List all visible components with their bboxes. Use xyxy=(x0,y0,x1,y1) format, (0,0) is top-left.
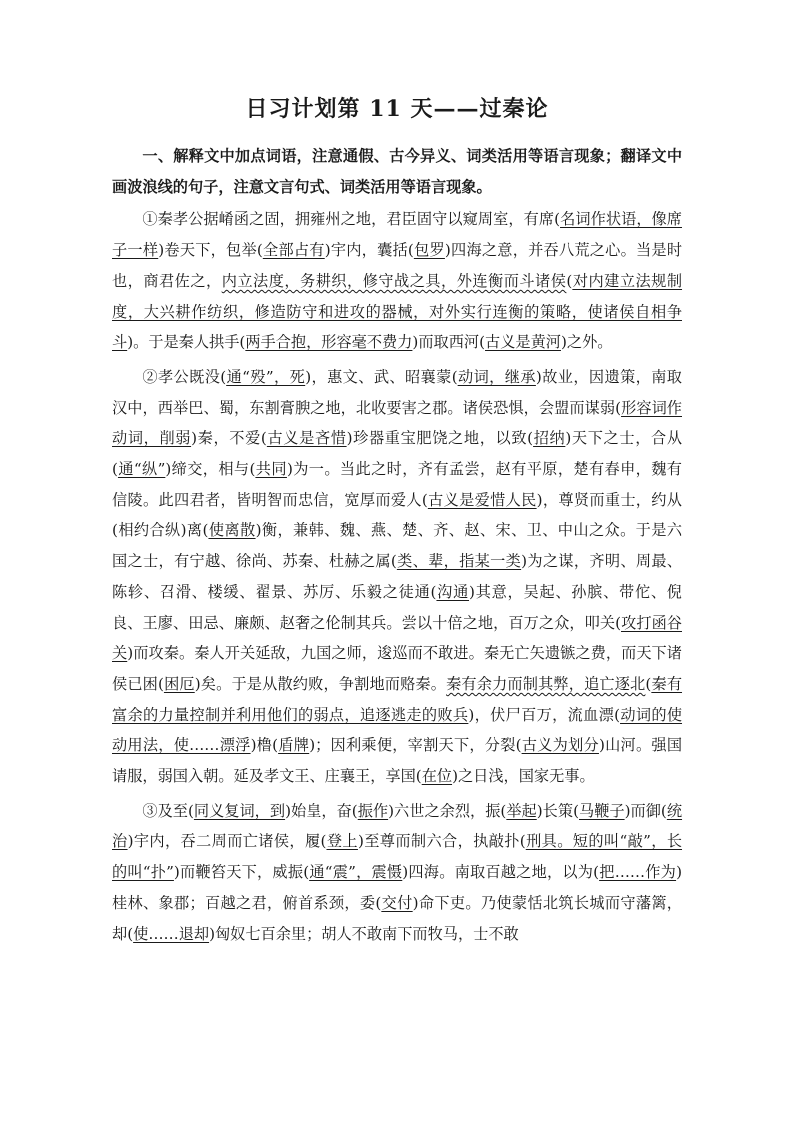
passage-text: )，惠文、武、昭襄蒙( xyxy=(305,367,458,386)
passage-text: )卷天下，包举( xyxy=(158,241,263,260)
passage-text: )六世之余烈，振( xyxy=(388,801,507,820)
annotation-note: 攻打函谷关 xyxy=(112,613,682,663)
annotation-note: 全部占有 xyxy=(262,241,325,260)
passage-text: )桂林、象郡；百越之君，俯首系颈，委( xyxy=(112,863,683,912)
wavy-underlined-sentence: 内立法度，务耕织，修守战之具，外连衡而斗诸侯 xyxy=(221,271,567,290)
annotation-note: 使离散 xyxy=(208,521,256,540)
annotation-note: 举起 xyxy=(506,801,537,820)
passage-text: )而御( xyxy=(624,801,667,820)
annotation-note: 形容词作动词，削弱 xyxy=(112,398,682,448)
passage-text: ②孝公既没( xyxy=(142,367,227,386)
passage-text: )天下之士，合从( xyxy=(112,429,683,479)
annotation-note: 古义是黄河 xyxy=(485,333,561,352)
passage-text: )匈奴七百余里；胡人不敢南下而牧马，士不敢 xyxy=(209,924,519,943)
instruction-paragraph: 一、解释文中加点词语，注意通假、古今异义、词类活用等语言现象；翻译文中画波浪线的句子，注意文言句式、词类活用等语言现象。 xyxy=(112,147,682,196)
passage-text: )为之谋，齐明、周最、陈轸、召滑、楼缓、翟景、苏厉、乐毅之徒通( xyxy=(112,552,682,601)
annotation-note: 交付 xyxy=(381,893,413,912)
annotation-note: 两手合抱，形容毫不费力 xyxy=(245,333,413,352)
passage-paragraph xyxy=(112,796,682,950)
passage-text: )而鞭笞天下，威振( xyxy=(173,863,310,882)
passage-text: )故业，因遗策，南取汉中，西举巴、蜀，东割膏腴之地，北收要害之郡。诸侯恐惧，会盟而谋弱( xyxy=(112,367,682,417)
passage-text: )，尊贤而重士，约从(相约合纵)离( xyxy=(112,490,682,540)
document-page xyxy=(112,92,682,949)
annotation-note: 在位 xyxy=(421,767,453,786)
annotation-note: 马鞭子 xyxy=(579,801,625,820)
passage-text: )而攻秦。秦人开关延敌，九国之师，逡巡而不敢进。秦无亡矢遗镞之费，而天下诸侯已困( xyxy=(112,644,682,693)
passage-text: )始皇，奋( xyxy=(285,801,358,820)
passage-text: )之外。 xyxy=(560,333,613,352)
passage-text: )之日浅，国家无事。 xyxy=(452,767,595,786)
annotation-note: 招纳 xyxy=(533,429,566,448)
annotation-note: 使……退却 xyxy=(133,924,210,943)
annotation-note: 对内建立法规制度，大兴耕作纺织，修造防守和进攻的器械，对外实行连衡的策略，使诸侯自相争斗 xyxy=(112,271,683,352)
passage-body xyxy=(112,204,682,949)
annotation-note: 通“震”，震慑 xyxy=(309,863,403,882)
annotation-note: 统治 xyxy=(112,801,683,851)
annotation-note: 包罗 xyxy=(413,241,445,260)
passage-text: )秦，不爱( xyxy=(191,429,267,448)
annotation-note: 同义复词，到 xyxy=(193,801,286,820)
passage-paragraph xyxy=(112,362,682,792)
passage-text: )山河。强国请服，弱国入朝。延及孝文王、庄襄王，享国( xyxy=(112,736,683,786)
annotation-note: 名词作状语，像席子一样 xyxy=(112,210,682,260)
annotation-note: 类、辈，指某一类 xyxy=(396,552,522,571)
annotation-note: 通“纵” xyxy=(117,460,166,479)
passage-text: ③及至( xyxy=(142,801,194,820)
passage-text: )橹( xyxy=(250,736,279,755)
passage-text: )而取西河( xyxy=(412,333,486,352)
passage-text: )宇内，囊括( xyxy=(324,241,414,260)
annotation-note: 共同 xyxy=(255,460,287,479)
annotation-note: 刑具。短的叫“敲”，长的叫“扑” xyxy=(112,832,683,882)
passage-text: )矣。于是从散约败，争割地而赂秦。 xyxy=(194,674,447,693)
passage-text: )缔交，相与( xyxy=(165,460,256,479)
passage-text: )珍器重宝肥饶之地，以致( xyxy=(346,429,534,448)
annotation-note: 困厄 xyxy=(163,674,195,693)
annotation-note: 振作 xyxy=(357,801,389,820)
passage-text: )长策( xyxy=(536,801,579,820)
passage-text: ( xyxy=(566,271,573,290)
passage-text: ( xyxy=(645,674,652,693)
annotation-note: 通“殁”，死 xyxy=(226,367,306,386)
document-title: 日习计划第 11 天——过秦论 xyxy=(245,96,549,122)
annotation-note: 把……作为 xyxy=(599,863,677,882)
wavy-underlined-sentence: 秦有余力而制其弊，追亡逐北 xyxy=(446,674,646,693)
passage-text: )宇内，吞二周而亡诸侯，履( xyxy=(127,832,327,851)
passage-paragraph xyxy=(112,204,682,358)
annotation-note: 古义是吝惜 xyxy=(266,429,347,448)
annotation-note: 沟通 xyxy=(436,582,470,601)
annotation-note: 动词的使动用法，使……漂浮 xyxy=(112,705,683,755)
passage-text: )命下吏。乃使蒙恬北筑长城而守藩篱，却( xyxy=(112,893,682,943)
annotation-note: 登上 xyxy=(326,832,358,851)
passage-text: )，伏尸百万，流血漂( xyxy=(468,705,621,724)
passage-text: )为一。当此之时，齐有孟尝，赵有平原，楚有春申，魏有信陵。此四君者，皆明智而忠信，宽厚而爱人( xyxy=(112,460,682,509)
passage-text: )其意，吴起、孙膑、带佗、倪良、王廖、田忌、廉颇、赵奢之伦制其兵。尝以十倍之地，百万之众，叩关( xyxy=(112,582,682,632)
annotation-note: 秦有富余的力量控制并利用他们的弱点，追逐逃走的败兵 xyxy=(112,674,683,724)
passage-text: )衡，兼韩、魏、燕、楚、齐、赵、宋、卫、中山之众。于是六国之士，有宁越、徐尚、苏秦、杜赫之属( xyxy=(112,521,683,571)
passage-text: )四海。南取百越之地，以为( xyxy=(402,863,600,882)
passage-text: )。于是秦人拱手( xyxy=(127,333,246,352)
annotation-note: 古义为划分 xyxy=(521,736,599,755)
passage-text: )至尊而制六合，执敲扑( xyxy=(357,832,526,851)
passage-text: )；因利乘便，宰割天下，分裂( xyxy=(309,736,522,755)
passage-text: ①秦孝公据崤函之固，拥雍州之地，君臣固守以窥周室，有席( xyxy=(142,210,561,229)
annotation-note: 盾牌 xyxy=(278,736,310,755)
passage-text: )四海之意，并吞八荒之心。当是时也，商君佐之， xyxy=(112,241,683,290)
annotation-note: 古义是爱惜人民 xyxy=(427,490,537,509)
annotation-note: 动词，继承 xyxy=(457,367,536,386)
